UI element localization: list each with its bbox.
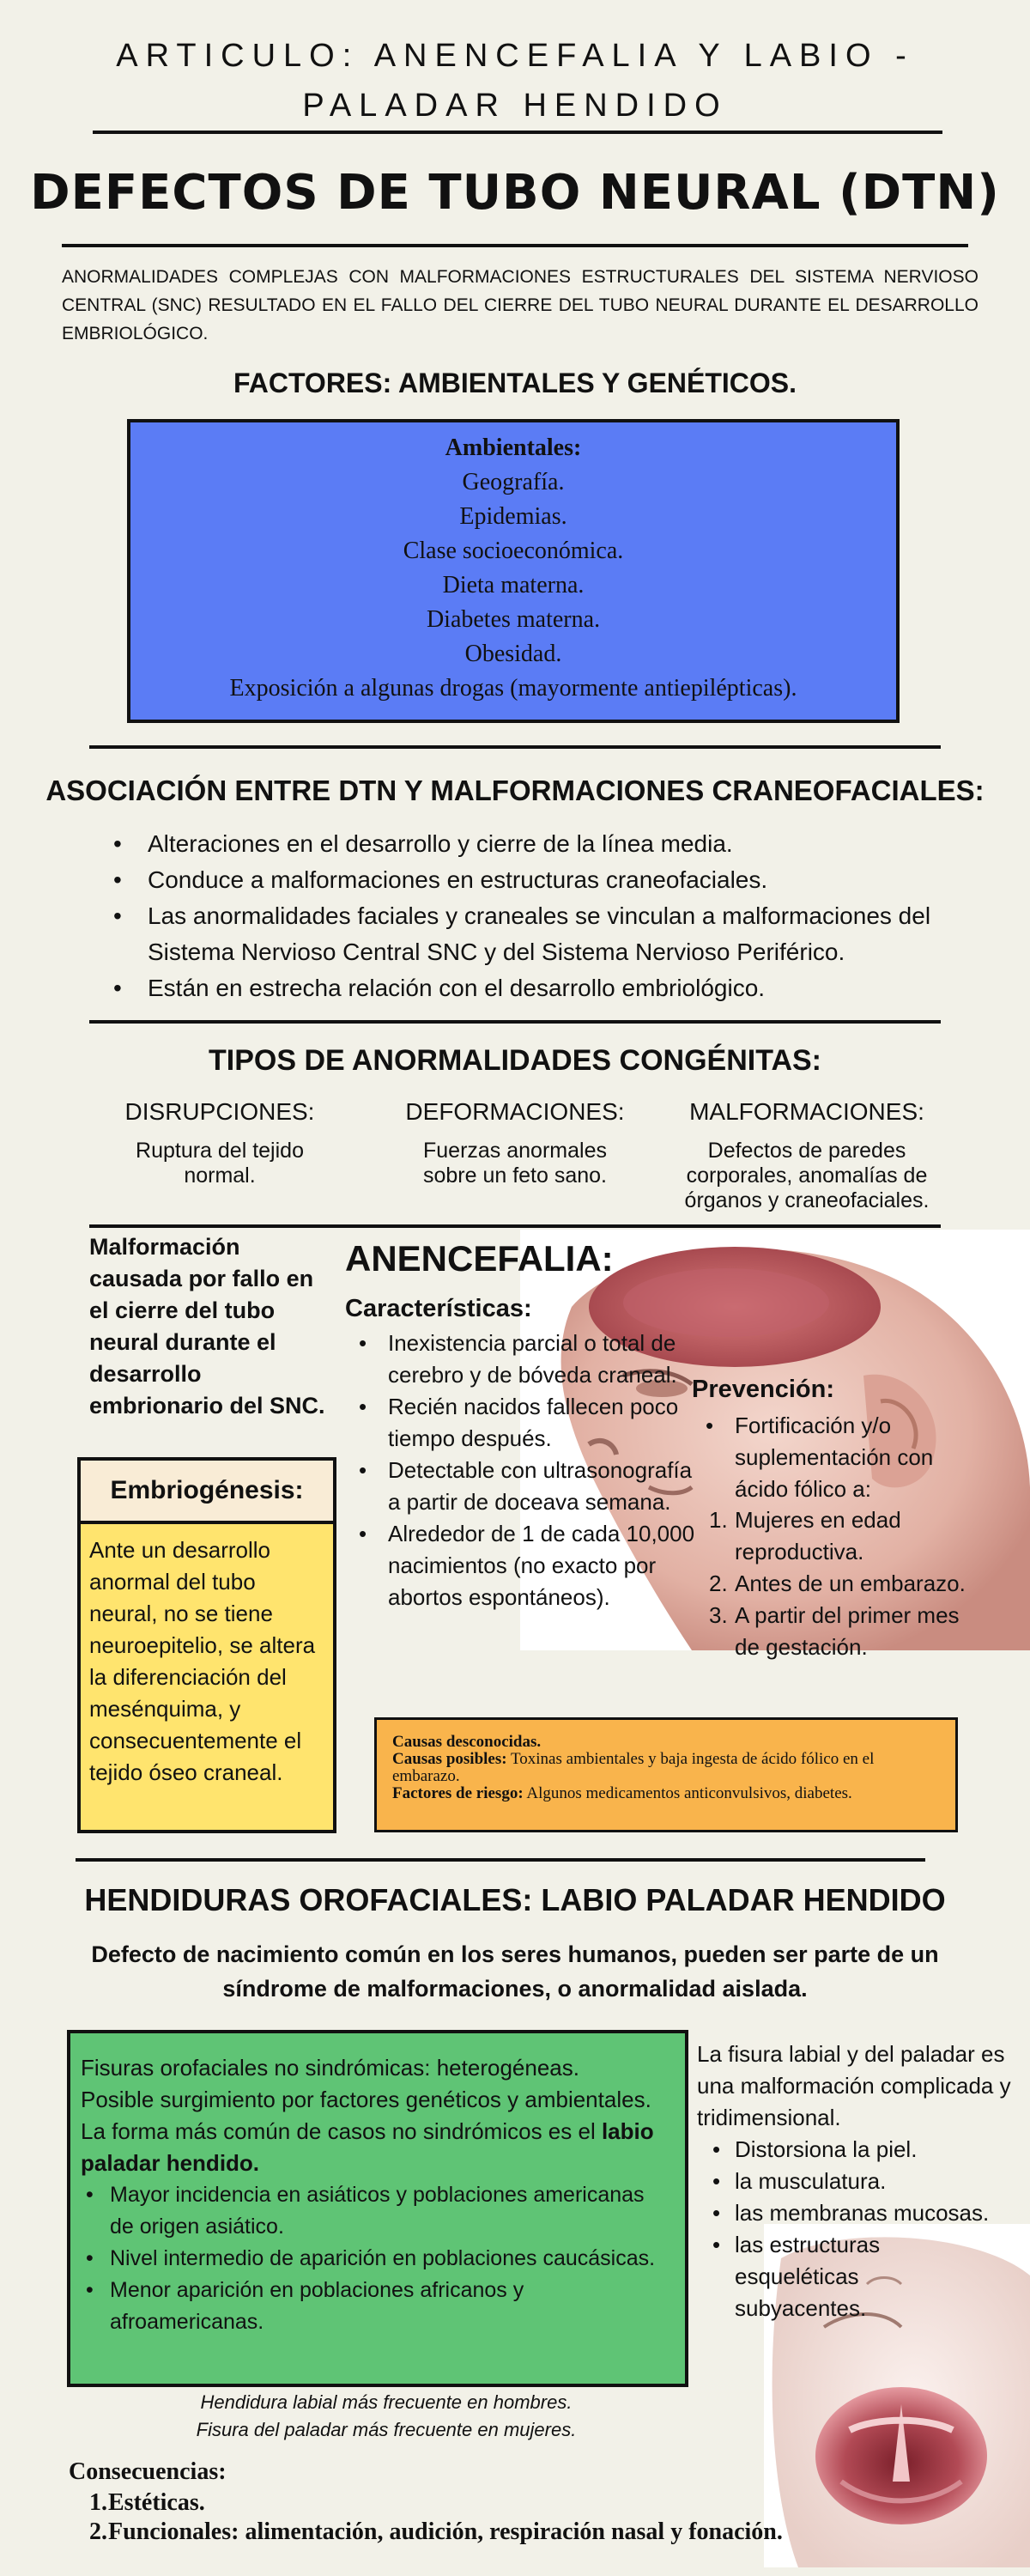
- tipos-title: TIPOS DE ANORMALIDADES CONGÉNITAS:: [208, 1044, 822, 1077]
- tipo-label: DEFORMACIONES:: [405, 1098, 625, 1125]
- fisuras-box: [67, 2030, 688, 2387]
- tipo-desc: Defectos de paredes corporales, anomalías de órganos y craneofaciales.: [684, 1139, 930, 1212]
- caption-line: Fisura del paladar más frecuente en mujeres.: [196, 2419, 577, 2440]
- caption-line: Hendidura labial más frecuente en hombres.: [200, 2391, 573, 2413]
- list-item: • Detectable con ultrasonografía a partir de doceava semana.: [359, 1455, 702, 1518]
- hendiduras-subtitle: Defecto de nacimiento común en los seres humanos, pueden ser parte de un síndrome de malformaciones, o anormalidad aislada.: [91, 1941, 939, 2002]
- factores-riesgo-label: Factores de riesgo:: [392, 1784, 524, 1802]
- divider: [89, 1020, 941, 1024]
- list-item: • Las anormalidades faciales y craneales se vinculan a malformaciones del Sistema Nervioso Central SNC y del Sistema Nervioso Periférico.: [112, 898, 970, 970]
- ambientales-item: Dieta materna.: [442, 572, 585, 598]
- list-item: • Están en estrecha relación con el desarrollo embriológico.: [112, 970, 970, 1006]
- list-item: • Conduce a malformaciones en estructuras craneofaciales.: [112, 862, 970, 898]
- list-item: • las membranas mucosas.: [697, 2197, 1023, 2229]
- divider: [62, 244, 968, 247]
- list-item: A partir del primer mes de gestación.: [735, 1602, 960, 1660]
- tipo-label: DISRUPCIONES:: [124, 1098, 315, 1125]
- consecuencias-list: [89, 2488, 783, 2547]
- embriogenesis-text: Ante un desarrollo anormal del tubo neural, no se tiene neuroepitelio, se altera la diferenciación del mesénquima, y consecuentemente el tejido óseo craneal.: [77, 1524, 336, 1833]
- list-item: 2. Funcionales: alimentación, audición, respiración nasal y fonación.: [89, 2518, 783, 2547]
- header-title: [0, 31, 1030, 131]
- fisura-list: [697, 2134, 1023, 2324]
- fisuras-line: Posible surgimiento por factores genéticos y ambientales.: [81, 2087, 651, 2112]
- consecuencias-title: Consecuencias:: [69, 2458, 227, 2485]
- tipo-deformaciones: [369, 1096, 661, 1188]
- divider: [89, 745, 941, 749]
- prevencion-list: [706, 1410, 963, 1505]
- divider: [89, 1224, 941, 1228]
- main-title: DEFECTOS DE TUBO NEURAL (DTN): [30, 165, 1000, 221]
- list-item: Mujeres en edad reproductiva.: [735, 1507, 901, 1564]
- fisuras-line: La forma más común de casos no sindrómicos es el: [81, 2118, 596, 2144]
- list-item: • Recién nacidos fallecen poco tiempo después.: [359, 1391, 702, 1455]
- prevencion-title: Prevención:: [692, 1376, 834, 1403]
- tipo-malformaciones: [661, 1096, 953, 1213]
- list-item: • Mayor incidencia en asiáticos y poblaciones americanas de origen asiático.: [81, 2179, 673, 2243]
- factores-title: FACTORES: AMBIENTALES Y GENÉTICOS.: [233, 368, 797, 398]
- tipo-label: MALFORMACIONES:: [689, 1098, 924, 1125]
- caption: [129, 2389, 644, 2444]
- caracteristicas-title: Características:: [345, 1295, 532, 1322]
- fisuras-line: Fisuras orofaciales no sindrómicas: heterogéneas.: [81, 2055, 579, 2081]
- fisuras-list: [81, 2179, 673, 2338]
- list-item: Antes de un embarazo.: [735, 1571, 966, 1596]
- ambientales-item: Clase socioeconómica.: [403, 538, 624, 564]
- causas-box: [374, 1717, 958, 1832]
- asociacion-list: [112, 826, 970, 1006]
- list-item: • Menor aparición en poblaciones africanos y afroamericanas.: [81, 2275, 673, 2338]
- tipo-disrupciones: [74, 1096, 366, 1188]
- asociacion-title: ASOCIACIÓN ENTRE DTN Y MALFORMACIONES CRANEOFACIALES:: [45, 775, 985, 806]
- anencefalia-title: ANENCEFALIA:: [345, 1238, 614, 1279]
- list-item: 1. Estéticas.: [89, 2488, 783, 2518]
- causas-posibles-text: Toxinas ambientales y baja ingesta de ácido fólico en el embarazo.: [392, 1750, 875, 1785]
- causas-desconocidas: Causas desconocidas.: [392, 1733, 542, 1751]
- list-item: • Fortificación y/o suplementación con ácido fólico a:: [706, 1410, 963, 1505]
- ambientales-item: Epidemias.: [459, 503, 567, 530]
- tipo-desc: Fuerzas anormales sobre un feto sano.: [422, 1139, 608, 1188]
- divider: [76, 1858, 925, 1862]
- list-item: • Nivel intermedio de aparición en poblaciones caucásicas.: [81, 2243, 673, 2275]
- list-item: • Inexistencia parcial o total de cerebro y de bóveda craneal.: [359, 1327, 702, 1391]
- header-title-line2: PALADAR HENDIDO: [302, 88, 728, 124]
- embriogenesis-title: Embriogénesis:: [77, 1457, 336, 1524]
- list-item: • la musculatura.: [697, 2166, 1023, 2197]
- list-item: • Alrededor de 1 de cada 10,000 nacimientos (no exacto por abortos espontáneos).: [359, 1518, 702, 1613]
- fisura-section: [697, 2038, 1023, 2324]
- fisuras-bold: labio paladar hendido.: [81, 2118, 654, 2176]
- list-item: • las estructuras esqueléticas subyacentes.: [697, 2229, 1023, 2324]
- fisura-text: La fisura labial y del paladar es una malformación complicada y tridimensional.: [697, 2041, 1011, 2130]
- anencefalia-description: Malformación causada por fallo en el cierre del tubo neural durante el desarrollo embrionario del SNC.: [89, 1234, 325, 1419]
- caracteristicas-list: [359, 1327, 702, 1613]
- ambientales-item: Diabetes materna.: [426, 606, 601, 633]
- list-item: • Distorsiona la piel.: [697, 2134, 1023, 2166]
- hendiduras-title: HENDIDURAS OROFACIALES: LABIO PALADAR HENDIDO: [84, 1882, 946, 1917]
- ambientales-heading: Ambientales:: [445, 434, 582, 461]
- prevencion-sublist: [709, 1504, 966, 1663]
- causas-posibles-label: Causas posibles:: [392, 1750, 507, 1768]
- divider: [93, 131, 942, 134]
- header-title-line1: ARTICULO: ANENCEFALIA Y LABIO -: [116, 38, 914, 74]
- ambientales-item: Geografía.: [462, 469, 565, 495]
- tipo-desc: Ruptura del tejido normal.: [136, 1139, 304, 1188]
- ambientales-item: Obesidad.: [464, 641, 562, 667]
- ambientales-box: [127, 419, 900, 723]
- intro-text: ANORMALIDADES COMPLEJAS CON MALFORMACIONES ESTRUCTURALES DEL SISTEMA NERVIOSO CENTRAL (SNC) RESULTADO EN EL FALLO DEL CIERRE DEL TUBO NEURAL DURANTE EL DESARROLLO EMBRIOLÓGICO.: [62, 267, 978, 343]
- factores-riesgo-text: Algunos medicamentos anticonvulsivos, diabetes.: [526, 1784, 852, 1802]
- list-item: • Alteraciones en el desarrollo y cierre de la línea media.: [112, 826, 970, 862]
- ambientales-item: Exposición a algunas drogas (mayormente antiepilépticas).: [229, 675, 797, 702]
